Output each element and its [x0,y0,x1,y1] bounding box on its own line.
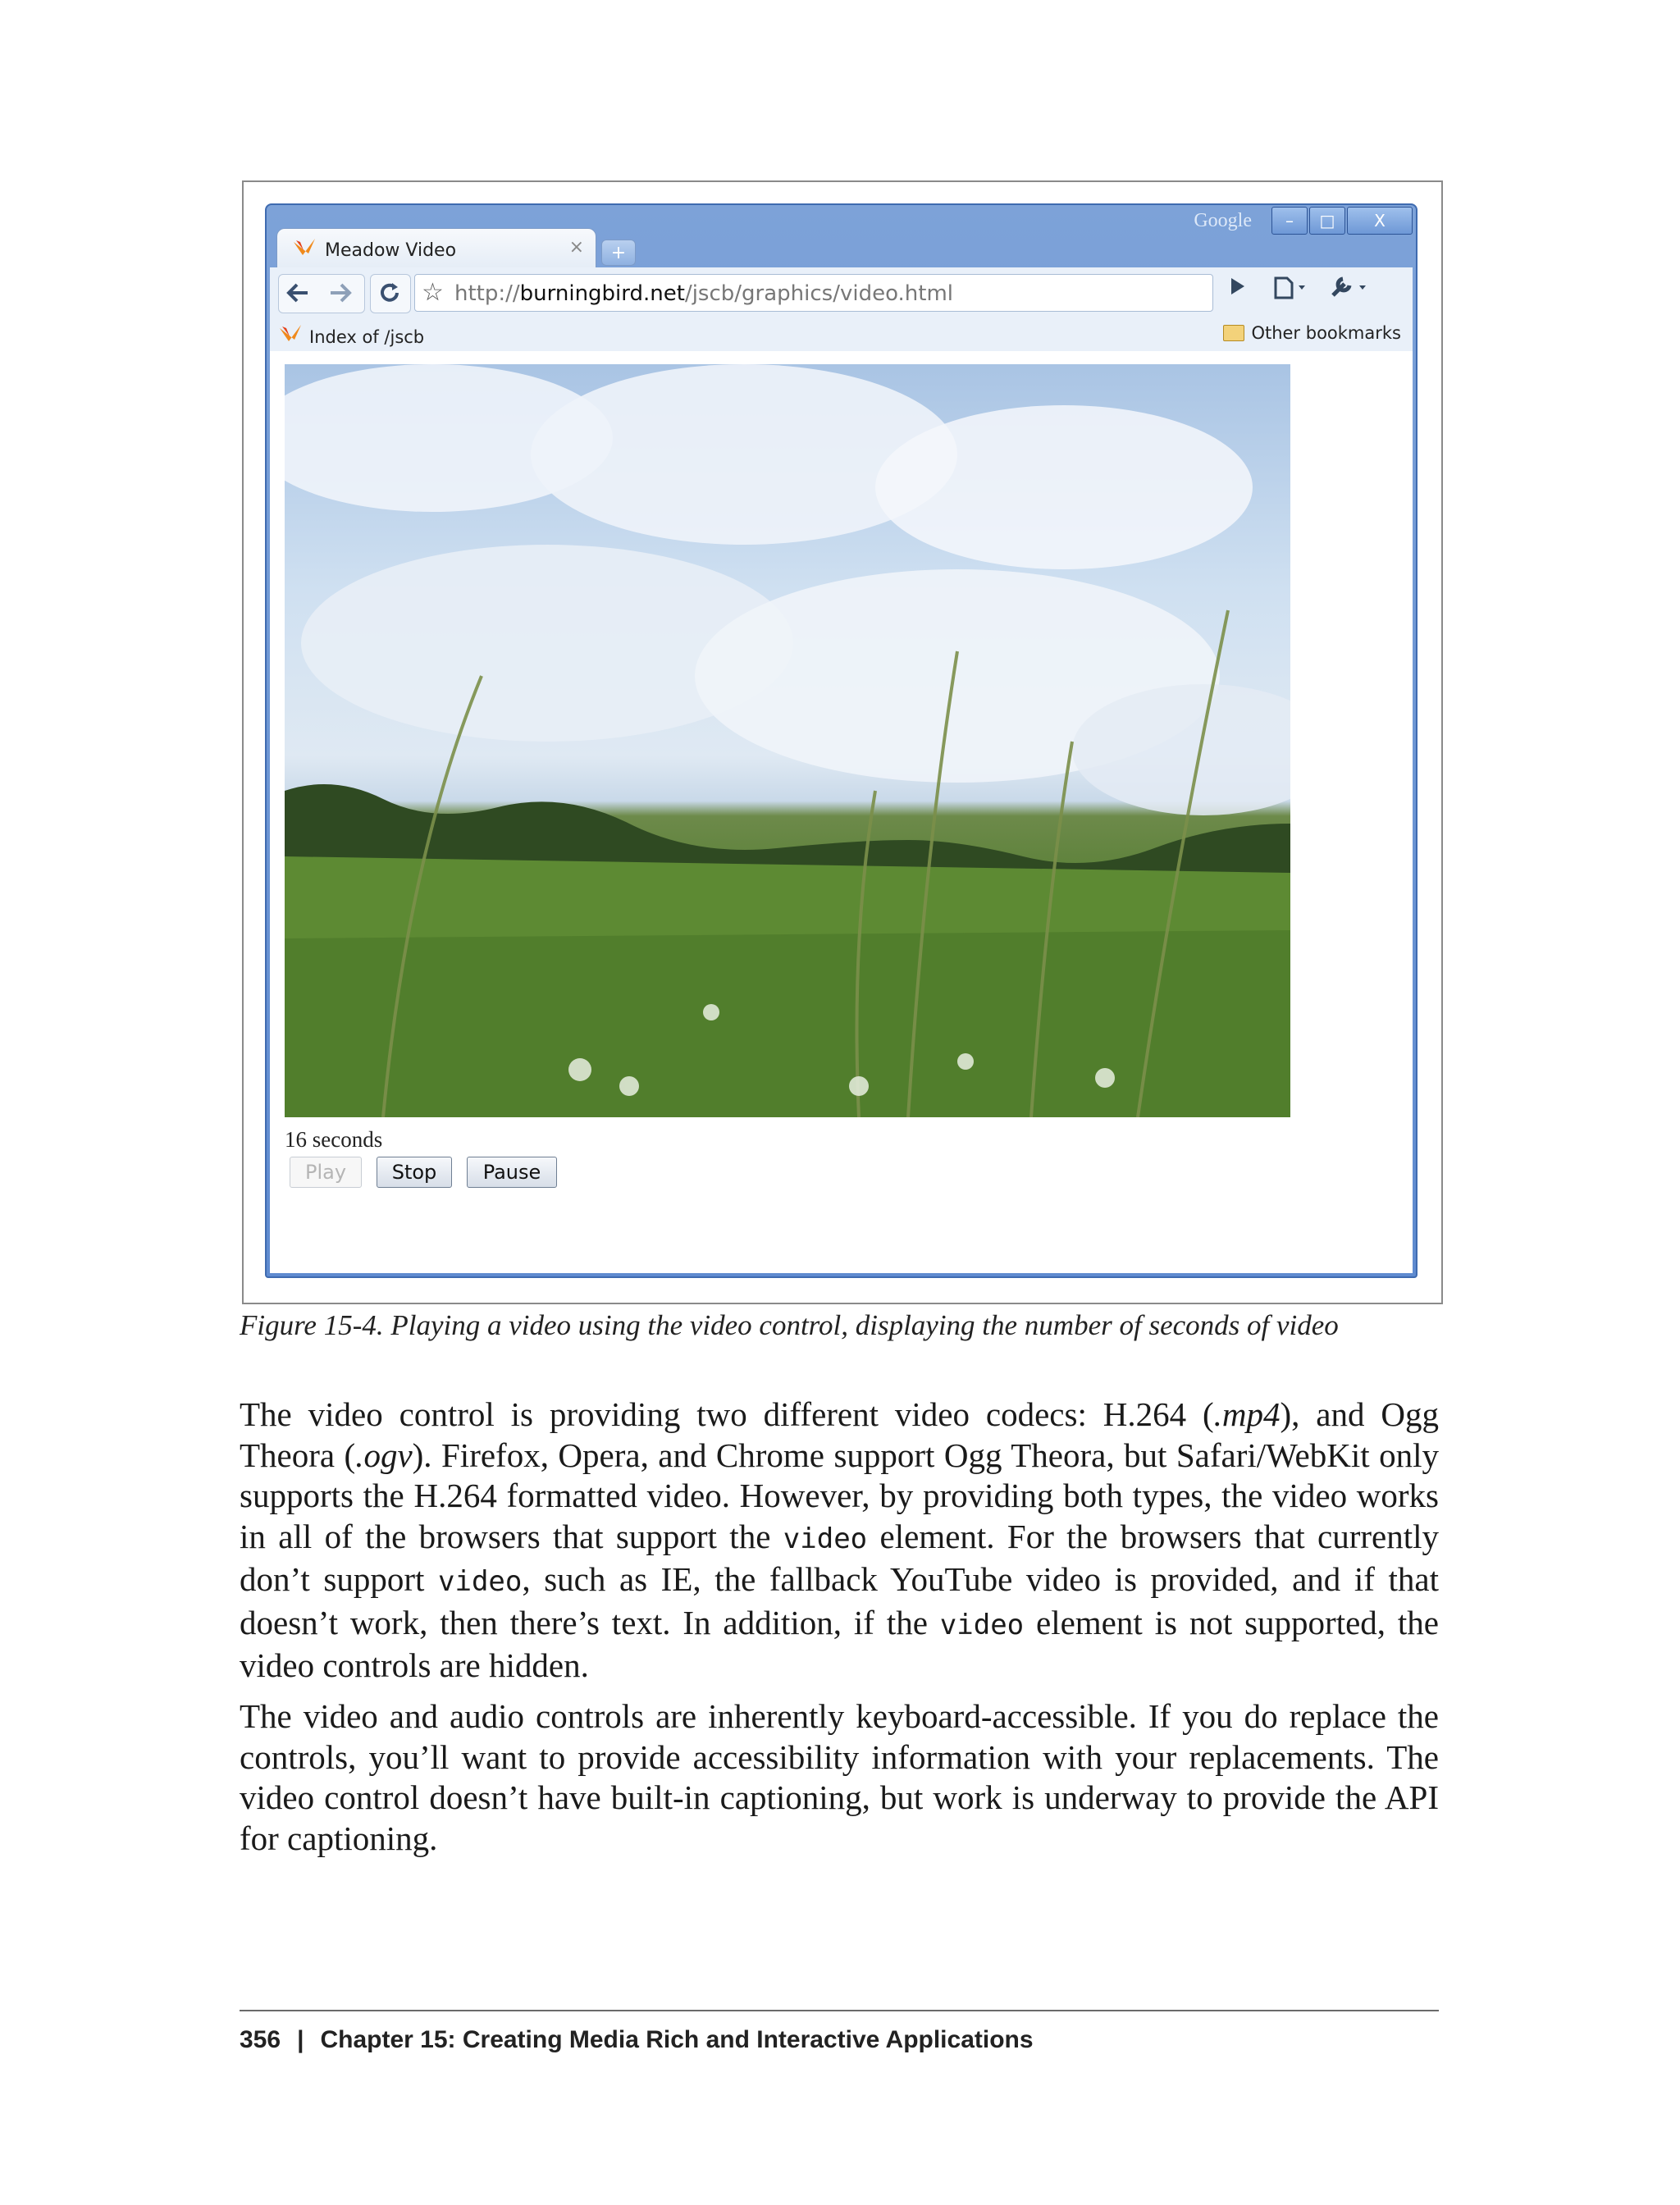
reload-icon[interactable] [372,276,408,310]
firefox-bird-icon [278,323,303,350]
page-footer [240,2026,1034,2054]
window-controls [1270,207,1413,235]
new-tab-button[interactable]: + [601,240,636,266]
folder-icon [1223,325,1244,341]
footer-rule [240,2010,1439,2011]
bookmark-label: Index of /jscb [309,326,425,347]
page-content [270,351,1413,1273]
tab-close-icon[interactable]: × [568,237,584,258]
go-arrow-icon[interactable] [1228,276,1248,303]
firefox-bird-icon [292,237,317,265]
video-player[interactable] [285,364,1290,1117]
browser-window [265,203,1418,1278]
stop-button[interactable]: Stop [377,1157,452,1188]
navigation-toolbar [270,267,1413,317]
back-arrow-icon[interactable] [280,276,316,310]
chapter-title: Chapter 15: Creating Media Rich and Interactive Applications [320,2026,1034,2053]
minimize-button[interactable]: – [1271,207,1308,235]
close-window-button[interactable]: X [1347,207,1413,235]
meadow-video-frame [285,364,1290,1117]
maximize-button[interactable]: □ [1309,207,1345,235]
forward-arrow-icon[interactable] [322,276,358,310]
bookmarks-bar [270,317,1413,352]
play-button[interactable]: Play [290,1157,362,1188]
pause-button[interactable]: Pause [467,1157,557,1188]
body-paragraph-1: The video control is providing two different video codecs: H.264 (.mp4), and Ogg Theora (.ogv). Firefox, Opera, and Chrome support Ogg Theora, but Safari/WebKit only supports the H.264 formatted video. However, by providing both types, the video works in all of the browsers that support the video element. For the browsers that currently don’t support video, such as IE, the fallback YouTube video is provided, and if that doesn’t work, then there’s text. In addition, if the video element is not supported, the video controls are hidden. [240,1395,1440,1684]
page-menu-icon[interactable] [1272,276,1312,306]
body-paragraph-2: The video and audio controls are inherently keyboard-accessible. If you do replace the controls, you’ll want to provide accessibility information with your replacements. The video control doesn’t have built-in captioning, but work is underway to provide the API for captioning. [240,1697,1439,1857]
title-bar [267,205,1416,267]
url-text[interactable]: http://burningbird.net/jscb/graphics/video.html [454,281,954,306]
figure-caption: Figure 15-4. Playing a video using the video control, displaying the number of seconds of video [240,1309,1339,1341]
address-bar[interactable] [414,274,1213,312]
seconds-display: 16 seconds [285,1127,383,1152]
tab-meadow-video[interactable] [276,228,596,271]
wrench-menu-icon[interactable] [1328,276,1374,306]
brand-label: Google [1194,210,1252,231]
page-number: 356 [240,2026,281,2053]
bookmark-star-icon[interactable]: ☆ [422,278,444,307]
other-bookmarks-label: Other bookmarks [1251,323,1401,343]
tab-title: Meadow Video [325,240,457,261]
other-bookmarks[interactable] [1223,323,1401,343]
footer-separator: | [297,2026,304,2053]
bookmark-index-jscb[interactable] [278,323,424,350]
